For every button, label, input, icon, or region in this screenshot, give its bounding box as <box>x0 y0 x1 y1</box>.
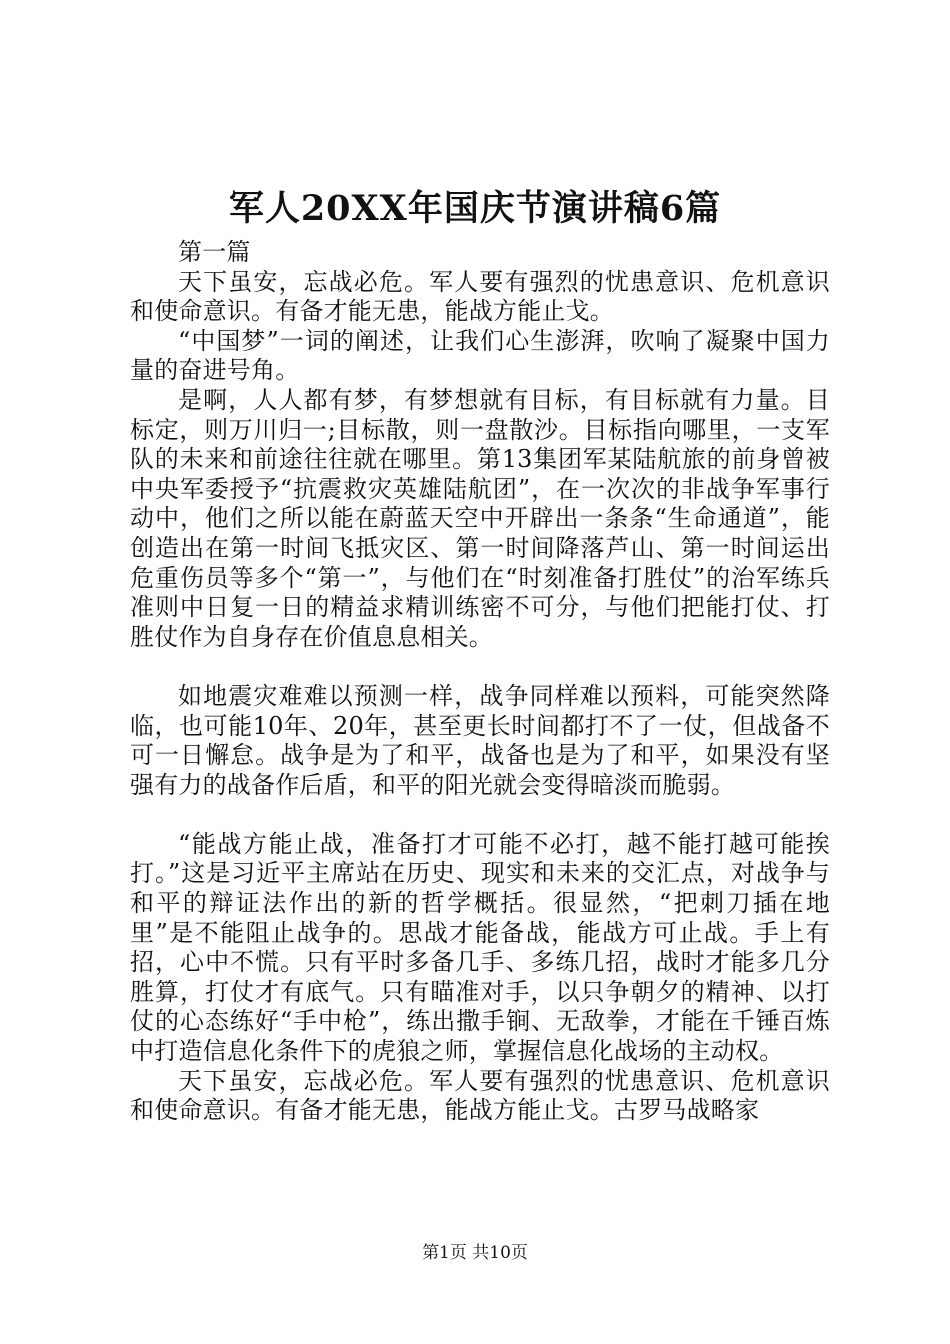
page-footer: 第1页 共10页 <box>422 1243 528 1263</box>
document-title: 军人20XX年国庆节演讲稿6篇 <box>228 188 722 229</box>
paragraph: 天下虽安，忘战必危。军人要有强烈的忧患意识、危机意识和使命意识。有备才能无患，能战方能止戈。古罗马战略家 <box>130 1066 830 1125</box>
paragraph: 如地震灾难难以预测一样，战争同样难以预料，可能突然降临，也可能10年、20年，甚至更长时间都打不了一仗，但战备不可一日懈怠。战争是为了和平，战备也是为了和平，如果没有坚强有力的战备作后盾，和平的阳光就会变得暗淡而脆弱。 <box>130 681 830 799</box>
section-heading: 第一篇 <box>178 238 251 266</box>
document-body <box>130 238 830 1126</box>
paragraph: 是啊，人人都有梦，有梦想就有目标，有目标就有力量。目标定，则万川归一;目标散，则一盘散沙。目标指向哪里，一支军队的未来和前途往往就在哪里。第13集团军某陆航旅的前身曾被中央军委授予“抗震救灾英雄陆航团”，在一次次的非战争军事行动中，他们之所以能在蔚蓝天空中开辟出一条条“生命通道”，能创造出在第一时间飞抵灾区、第一时间降落芦山、第一时间运出危重伤员等多个“第一”，与他们在“时刻准备打胜仗”的治军练兵准则中日复一日的精益求精训练密不可分，与他们把能打仗、打胜仗作为自身存在价值息息相关。 <box>130 385 830 651</box>
paragraph: “中国梦”一词的阐述，让我们心生澎湃，吹响了凝聚中国力量的奋进号角。 <box>130 326 830 385</box>
paragraph: “能战方能止战，准备打才可能不必打，越不能打越可能挨打。”这是习近平主席站在历史、现实和未来的交汇点，对战争与和平的辩证法作出的新的哲学概括。很显然，“把刺刀插在地里”是不能阻止战争的。思战才能备战，能战方可止战。手上有招，心中不慌。只有平时多备几手、多练几招，战时才能多几分胜算，打仗才有底气。只有瞄准对手，以只争朝夕的精神、以打仗的心态练好“手中枪”，练出撒手锏、无敌拳，才能在千锤百炼中打造信息化条件下的虎狼之师，掌握信息化战场的主动权。 <box>130 829 830 1066</box>
paragraph: 天下虽安，忘战必危。军人要有强烈的忧患意识、危机意识和使命意识。有备才能无患，能战方能止戈。 <box>130 267 830 326</box>
